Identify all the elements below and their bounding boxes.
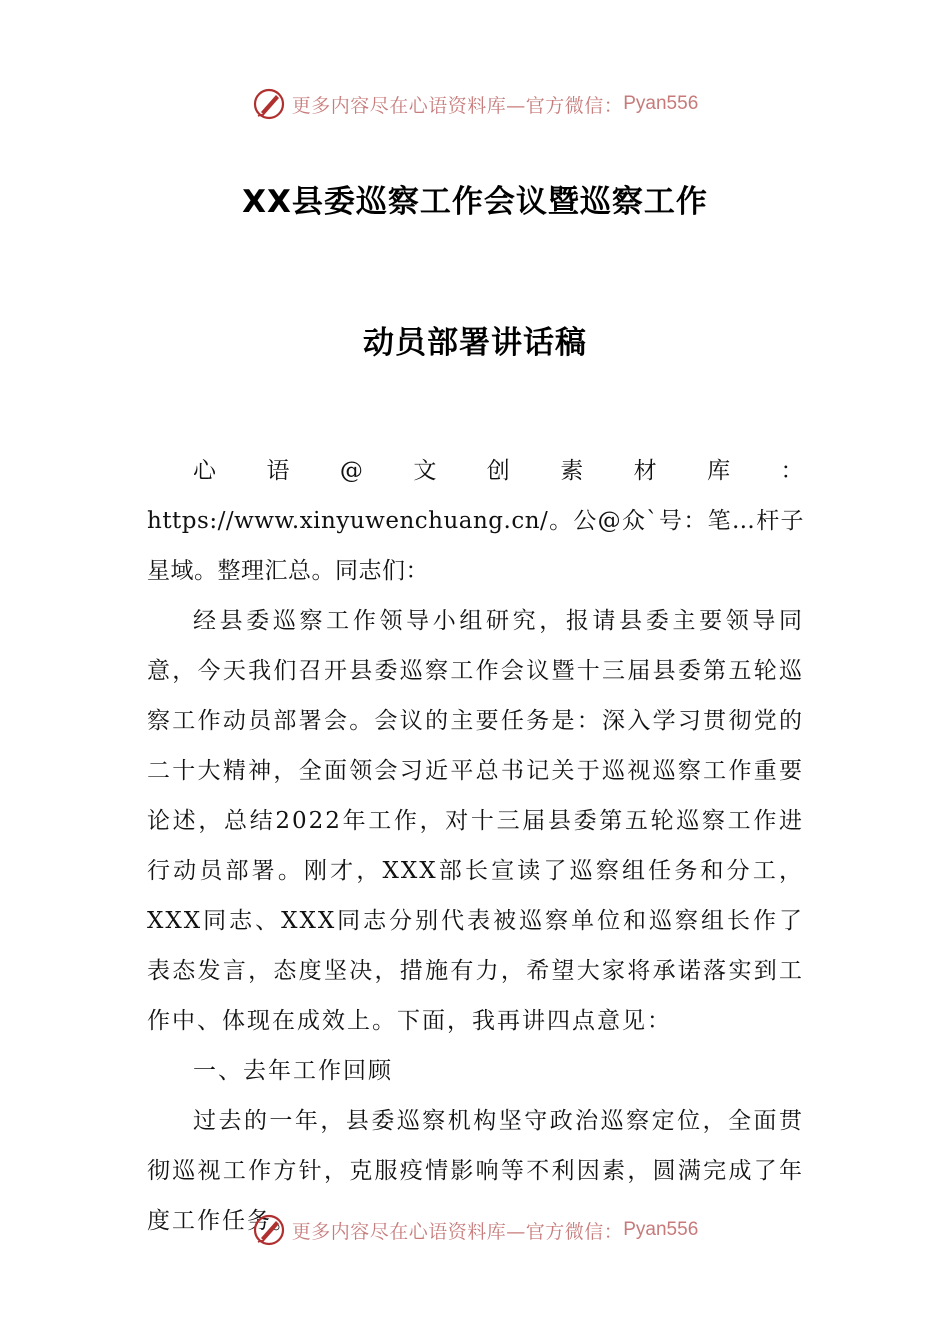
pen-logo-icon [252,87,286,121]
document-body [147,446,804,1246]
banner-wechat-id: Pyan556 [623,1219,699,1240]
section-heading: 一、去年工作回顾 [193,1058,393,1084]
footer-banner [0,1210,950,1250]
banner-text: 更多内容尽在心语资料库—官方微信： [291,94,624,117]
banner-wechat-id: Pyan556 [623,93,699,114]
pen-logo-icon [252,1213,286,1247]
body-paragraph: 经县委巡察工作领导小组研究，报请县委主要领导同意，今天我们召开县委巡察工作会议暨十三届县委第五轮巡察工作动员部署会。会议的主要任务是：深入学习贯彻党的二十大精神，全面领会习近平总书记关于巡视巡察工作重要论述，总结2022年工作，对十三届县委第五轮巡察工作进行动员部署。刚才，XXX部长宣读了巡察组任务和分工，XXX同志、XXX同志分别代表被巡察单位和巡察组长作了表态发言，态度坚决，措施有力，希望大家将承诺落实到工作中、体现在成效上。下面，我再讲四点意见： [147,608,804,1034]
intro-paragraph: 心语@文创素材库：https://www.xinyuwenchuang.cn/。公@众`号：笔…杆子星域。整理汇总。同志们： [147,458,804,584]
header-banner [0,84,950,124]
banner-text: 更多内容尽在心语资料库—官方微信： [291,1220,624,1243]
body-paragraph: 过去的一年，县委巡察机构坚守政治巡察定位，全面贯彻巡视工作方针，克服疫情影响等不利因素，圆满完成了年度工作任务。 [147,1108,804,1234]
document-title-line2: 动员部署讲话稿 [363,325,587,361]
document-title-line1: XX县委巡察工作会议暨巡察工作 [242,184,708,220]
